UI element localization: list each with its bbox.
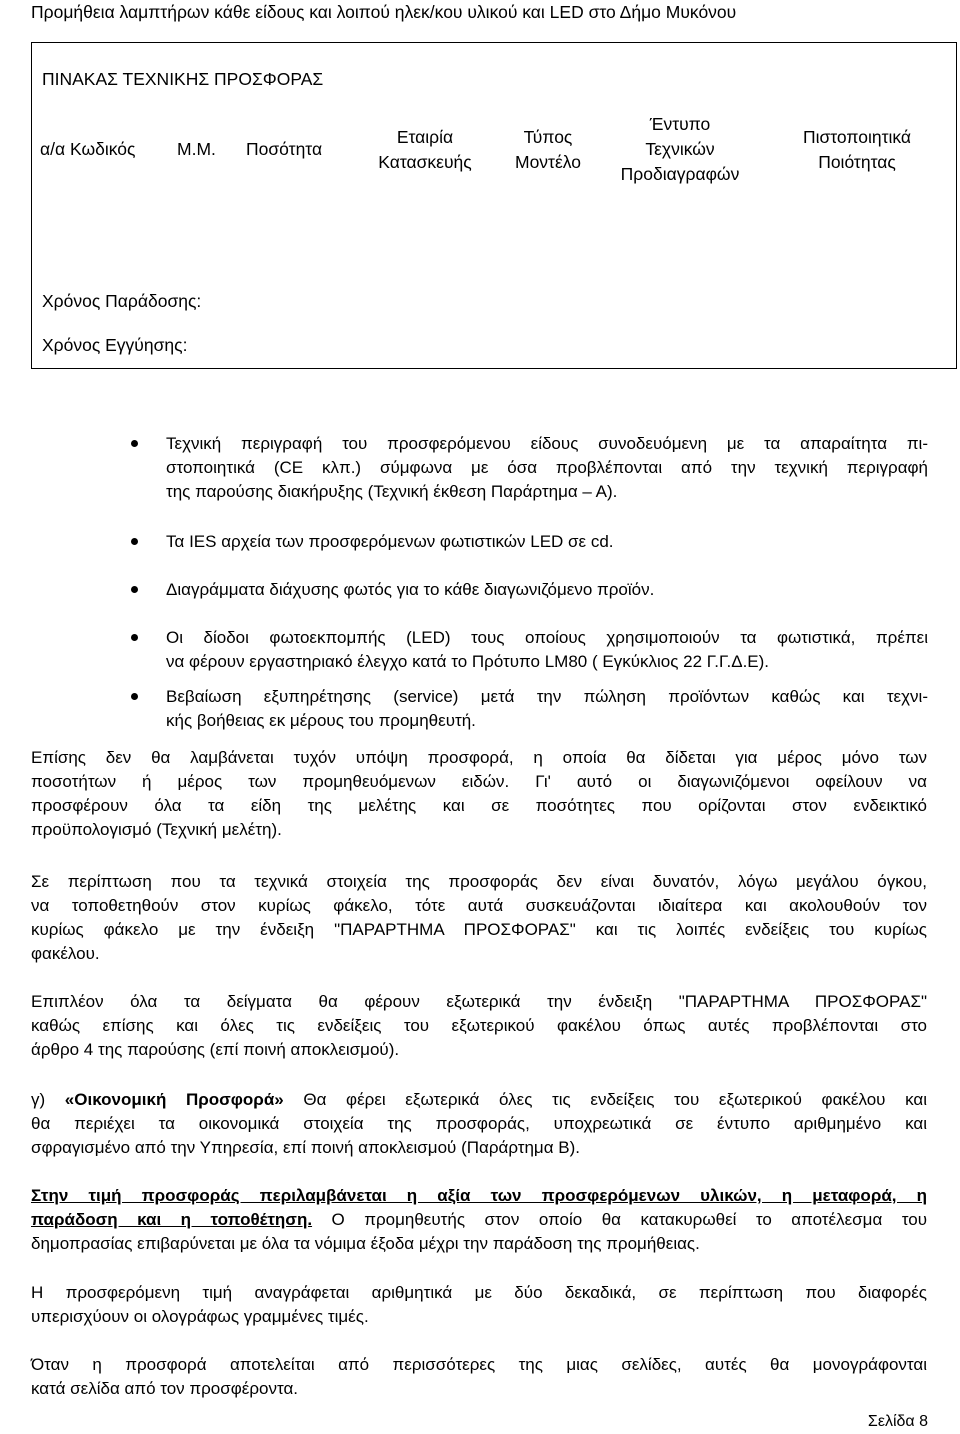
document-page: Προμήθεια λαμπτήρων κάθε είδους και λοιπού ηλεκ/κου υλικού και LED στο Δήμο Μυκόνου ΠΙΝΑΚΑΣ ΤΕΧΝΙΚΗΣ ΠΡΟΣΦΟΡΑΣ α/α Κωδικός Μ.Μ. Ποσότητα Εταιρία Κατασκευής Τύπος Μοντέλο Έντυπο Τεχνικών Προδιαγραφών Πιστοποιητικά Ποιότητας Χρόνος Παράδοσης: Χρόνος Εγγύησης: Τεχνική περιγραφή του προσφερόμενου είδους συνοδευόμενη με τα απαραίτητα πι- στοποιητικά (CE κλπ.) σύμφωνα με όσα προβλέπονται από την τεχνική περιγραφή της παρούσης διακήρυξης (Τεχνική έκθεση Παράρτημα – Α). Τα IES αρχεία των προσφερόμενων φωτιστικών LED σε cd. Διαγράμματα διάχυσης φωτός για το κάθε διαγωνιζόμενο προϊόν. Οι δίοδοι φωτοεκπομπής (LED) τους οποίους χρησιμοποιούν τα φωτιστικά, πρέπει να φέρουν εργαστηριακό έλεγχο κατά το Πρότυπο LM80 ( Εγκύκλιος 22 Γ.Γ.Δ.Ε). Βεβαίωση εξυπηρέτησης (service) μετά την πώληση προϊόντων καθώς και τεχνι- κής βοήθειας εκ μέρους του προμηθευτή. Επίσης δεν θα λαμβάνεται τυχόν υπόψη προσφορά, η οποία θα δίδεται για μέρος μόνο των ποσοτήτων ή μέρος των προμηθευόμενων ειδών. Γι' αυτό οι διαγωνιζόμενοι οφείλουν να προσφέρουν όλα τα είδη της μελέτης και σε ποσότητες που ορίζονται στον ενδεικτικό προϋπολογισμό (Τεχνική μελέτη). Σε περίπτωση που τα τεχνικά στοιχεία της προσφοράς δεν είναι δυνατόν, λόγω μεγάλου όγκου, να τοποθετηθούν στον κυρίως φάκελο, τότε αυτά συσκευάζονται ιδιαίτερα και ακολουθούν τον κυρίως φάκελο με την ένδειξη "ΠΑΡΑΡΤΗΜΑ ΠΡΟΣΦΟΡΑΣ" και τις λοιπές ενδείξεις του κυρίως φακέλου. Επιπλέον όλα τα δείγματα θα φέρουν εξωτερικά την ένδειξη "ΠΑΡΑΡΤΗΜΑ ΠΡΟΣΦΟΡΑΣ" καθώς επίσης και όλες τις ενδείξεις του εξωτερικού φακέλου όπως αυτές προβλέπονται στο άρθρο 4 της παρούσης (επί ποινή αποκλεισμού). γ) «Οικονομική Προσφορά» Θα φέρει εξωτερικά όλες τις ενδείξεις του εξωτερικού φακέλου και θα περιέχει τα οικονομικά στοιχεία της προσφοράς, υποχρεωτικά σε έντυπο αριθμημένο και σφραγισμένο από την Υπηρεσία, επί ποινή αποκλεισμού (Παράρτημα Β). Στην τιμή προσφοράς περιλαμβάνεται η αξία των προσφερόμενων υλικών, η μεταφορά, η παράδοση και η τοποθέτηση. Ο προμηθευτής στον οποίο θα κατακυρωθεί το αποτέλεσμα του δημοπρασίας επιβαρύνεται με όλα τα νόμιμα έξοδα μέχρι την παράδοση της προμήθειας. Η προσφερόμενη τιμή αναγράφεται αριθμητικά με δύο δεκαδικά, σε περίπτωση που διαφορές υπερισχύουν οι ολογράφως γραμμένες τιμές. Όταν η προσφορά αποτελείται από περισσότερες της μιας σελίδες, αυτές θα μονογράφονται κατά σελίδα από τον προσφέροντα. Σελίδα 8 (0, 0, 960, 1431)
form-title: ΠΙΝΑΚΑΣ ΤΕΧΝΙΚΗΣ ΠΡΟΣΦΟΡΑΣ (42, 69, 324, 89)
page-header: Προμήθεια λαμπτήρων κάθε είδους και λοιπού ηλεκ/κου υλικού και LED στο Δήμο Μυκόνου (31, 2, 737, 22)
paragraph-decimal-prices: Η προσφερόμενη τιμή αναγράφεται αριθμητικά με δύο δεκαδικά, σε περίπτωση που διαφορές υπερισχύουν οι ολογράφως γραμμένες τιμές. (31, 1283, 927, 1326)
column-type-model: Τύπος Μοντέλο (515, 127, 581, 172)
paragraph-page-initials: Όταν η προσφορά αποτελείται από περισσότερες της μιας σελίδες, αυτές θα μονογράφονται κατά σελίδα από τον προσφέροντα. (31, 1355, 927, 1398)
column-unit: Μ.Μ. (177, 139, 216, 159)
paragraph-financial-offer: γ) «Οικονομική Προσφορά» Θα φέρει εξωτερικά όλες τις ενδείξεις του εξωτερικού φακέλου και θα περιέχει τα οικονομικά στοιχεία της προσφοράς, υποχρεωτικά σε έντυπο αριθμημένο και σφραγισμένο από την Υπηρεσία, επί ποινή αποκλεισμού (Παράρτημα Β). (31, 1090, 927, 1157)
paragraph-price-includes: Στην τιμή προσφοράς περιλαμβάνεται η αξία των προσφερόμενων υλικών, η μεταφορά, η παράδοση και η τοποθέτηση. Ο προμηθευτής στον οποίο θα κατακυρωθεί το αποτέλεσμα του δημοπρασίας επιβαρύνεται με όλα τα νόμιμα έξοδα μέχρι την παράδοση της προμήθειας. (31, 1186, 927, 1253)
paragraph-annex-envelope: Σε περίπτωση που τα τεχνικά στοιχεία της προσφοράς δεν είναι δυνατόν, λόγω μεγάλου όγκου, να τοποθετηθούν στον κυρίως φάκελο, τότε αυτά συσκευάζονται ιδιαίτερα και ακολουθούν τον κυρίως φάκελο με την ένδειξη "ΠΑΡΑΡΤΗΜΑ ΠΡΟΣΦΟΡΑΣ" και τις λοιπές ενδείξεις του κυρίως φακέλου. (31, 872, 927, 963)
column-code: Κωδικός (70, 139, 136, 159)
delivery-time-label: Χρόνος Παράδοσης: (42, 291, 202, 311)
bullet-icon (131, 586, 138, 593)
bullet-icon (131, 538, 138, 545)
column-aa: α/α (40, 139, 66, 159)
column-quantity: Ποσότητα (246, 139, 323, 159)
financial-offer-heading: «Οικονομική Προσφορά» (64, 1090, 284, 1109)
paragraph-partial-offer: Επίσης δεν θα λαμβάνεται τυχόν υπόψη προσφορά, η οποία θα δίδεται για μέρος μόνο των ποσοτήτων ή μέρος των προμηθευόμενων ειδών. Γι' αυτό οι διαγωνιζόμενοι οφείλουν να προσφέρουν όλα τα είδη της μελέτης και σε ποσότητες που ορίζονται στον ενδεικτικό προϋπολογισμό (Τεχνική μελέτη). (31, 748, 927, 839)
bullet-icon (131, 693, 138, 700)
technical-offer-form (31, 42, 957, 369)
bullet-icon (131, 440, 138, 447)
column-manufacturer: Εταιρία Κατασκευής (378, 127, 472, 172)
warranty-time-label: Χρόνος Εγγύησης: (42, 335, 188, 355)
column-tech-specs: Έντυπο Τεχνικών Προδιαγραφών (620, 114, 740, 184)
column-quality-certificates: Πιστοποιητικά Ποιότητας (802, 127, 912, 172)
page-number: Σελίδα 8 (867, 1413, 928, 1430)
paragraph-samples: Επιπλέον όλα τα δείγματα θα φέρουν εξωτερικά την ένδειξη "ΠΑΡΑΡΤΗΜΑ ΠΡΟΣΦΟΡΑΣ" καθώς επίσης και όλες τις ενδείξεις του εξωτερικού φακέλου όπως αυτές προβλέπονται στο άρθρο 4 της παρούσης (επί ποινή αποκλεισμού). (31, 992, 927, 1059)
bullet-icon (131, 634, 138, 641)
